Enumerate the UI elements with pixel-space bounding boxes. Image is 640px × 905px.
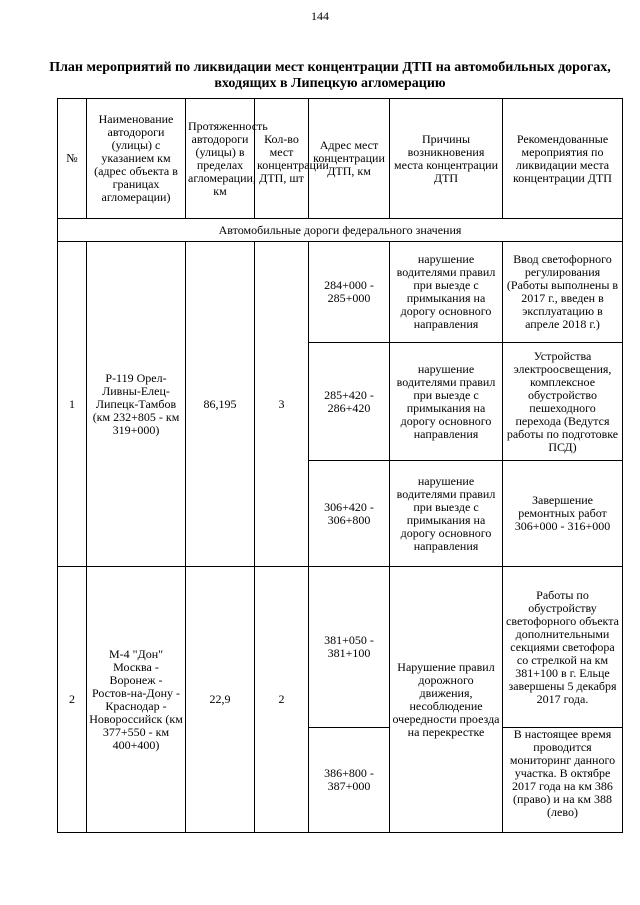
site-address: 285+420 - 286+420 bbox=[309, 343, 390, 461]
site-address: 306+420 - 306+800 bbox=[309, 461, 390, 567]
site-cause: нарушение водителями правил при выезде с примыкания на дорогу основного направления bbox=[390, 461, 503, 567]
table-row bbox=[58, 567, 623, 728]
site-measure: В настоящее время проводится мониторинг данного участка. В октябре 2017 года на км 386 (право) и на км 388 (лево) bbox=[503, 728, 623, 833]
document-title: План мероприятий по ликвидации мест концентрации ДТП на автомобильных дорогах, входящих в Липецкую агломерацию bbox=[49, 60, 611, 91]
row-number: 1 bbox=[58, 242, 87, 567]
header-causes: Причины возникновения места концентрации ДТП bbox=[390, 99, 503, 219]
header-address: Адрес мест концентрации ДТП, км bbox=[309, 99, 390, 219]
page-number: 144 bbox=[311, 9, 329, 23]
header-length: Протяженность автодороги (улицы) в пределах агломерации, км bbox=[186, 99, 255, 219]
row-number: 2 bbox=[58, 567, 87, 833]
dtp-plan-table bbox=[57, 98, 623, 833]
header-road-name: Наименование автодороги (улицы) с указанием км (адрес объекта в границах агломерации) bbox=[87, 99, 186, 219]
site-count: 2 bbox=[255, 567, 309, 833]
site-cause: Нарушение правил дорожного движения, несоблюдение очередности проезда на перекрестке bbox=[390, 567, 503, 833]
road-length: 22,9 bbox=[186, 567, 255, 833]
header-num: № bbox=[58, 99, 87, 219]
site-cause: нарушение водителями правил при выезде с примыкания на дорогу основного направления bbox=[390, 343, 503, 461]
road-name: М-4 "Дон" Москва - Воронеж - Ростов-на-Дону - Краснодар - Новороссийск (км 377+550 - км 400+400) bbox=[87, 567, 186, 833]
header-measures: Рекомендованные мероприятия по ликвидации места концентрации ДТП bbox=[503, 99, 623, 219]
site-address: 386+800 - 387+000 bbox=[309, 728, 390, 833]
site-measure: Завершение ремонтных работ 306+000 - 316+000 bbox=[503, 461, 623, 567]
table-header-row bbox=[58, 99, 623, 219]
section-title: Автомобильные дороги федерального значения bbox=[58, 219, 623, 242]
header-count: Кол-во мест концентрации ДТП, шт bbox=[255, 99, 309, 219]
site-address: 284+000 - 285+000 bbox=[309, 242, 390, 343]
site-cause: нарушение водителями правил при выезде с примыкания на дорогу основного направления bbox=[390, 242, 503, 343]
site-measure: Устройства электроосвещения, комплексное обустройство пешеходного перехода (Ведутся работы по подготовке ПСД) bbox=[503, 343, 623, 461]
section-row bbox=[58, 219, 623, 242]
road-name: Р-119 Орел-Ливны-Елец-Липецк-Тамбов (км 232+805 - км 319+000) bbox=[87, 242, 186, 567]
site-measure: Ввод светофорного регулирования (Работы выполнены в 2017 г., введен в эксплуатацию в апреле 2018 г.) bbox=[503, 242, 623, 343]
site-measure: Работы по обустройству светофорного объекта дополнительными секциями светофора со стрелкой на км 381+100 в г. Ельце завершены 5 декабря 2017 года. bbox=[503, 567, 623, 728]
road-length: 86,195 bbox=[186, 242, 255, 567]
site-count: 3 bbox=[255, 242, 309, 567]
site-address: 381+050 - 381+100 bbox=[309, 567, 390, 728]
table-row bbox=[58, 242, 623, 343]
